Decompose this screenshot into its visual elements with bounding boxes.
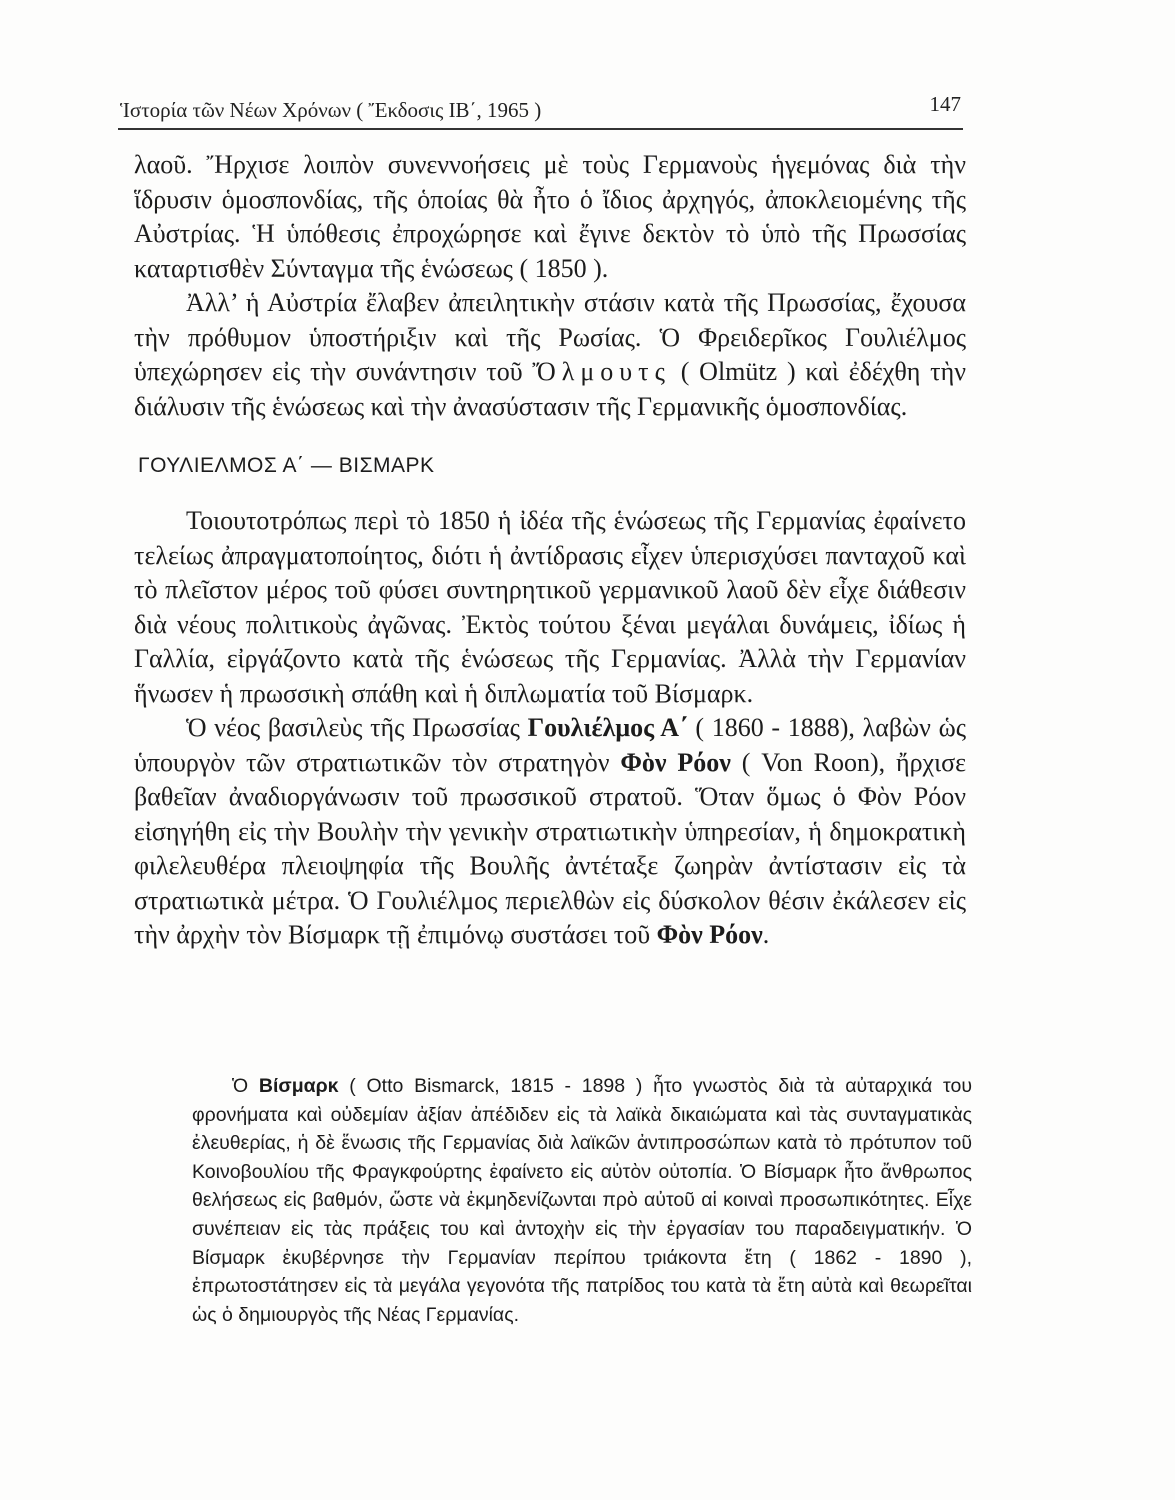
- paragraph-wilhelm-text-a: Ὁ νέος βασιλεὺς τῆς Πρωσσίας: [186, 713, 528, 742]
- note-text-b: ( Otto Bismarck, 1815 - 1898 ) ἦτο γνωστὸς διὰ τὰ αὐταρχικά του φρονήματα καὶ οὐδεμίαν ἀξίαν ἀπέδιδεν εἰς τὰ λαϊκὰ δικαιώματα καὶ τὰς συνταγματικὰς ἐλευθερίας, ἡ δὲ ἕνωσις τῆς Γερμανίας διὰ λαϊκῶν ἀντιπροσώπων κατὰ τὸ πρότυπον τοῦ Κοινοβουλίου τῆς Φραγκφούρτης ἐφαίνετο εἰς αὐτὸν οὐτοπία. Ὁ Βίσμαρκ ἦτο ἄνθρωπος θελήσεως εἰς βαθμόν, ὥστε νὰ ἐκμηδενίζωνται πρὸ αὐτοῦ αἱ κοιναὶ προσωπικότητες. Εἶχε συνέπειαν εἰς τὰς πράξεις του καὶ ἀντοχὴν εἰς τὴν ἐργασίαν του παραδειγματικήν. Ὁ Βίσμαρκ ἐκυβέρνησε τὴν Γερμανίαν περίπου τριάκοντα ἔτη ( 1862 - 1890 ), ἐπρωτοστάτησεν εἰς τὰ μεγάλα γεγονότα τῆς πατρίδος του κατὰ τὰ ἔτη αὐτὰ καὶ θεωρεῖται ὡς ὁ δημιουργὸς τῆς Νέας Γερμανίας.: [192, 1075, 972, 1326]
- name-von-roon: Φὸν Ρόον: [620, 747, 731, 777]
- note-paragraph: [192, 1072, 972, 1329]
- bismarck-note: [192, 1072, 972, 1329]
- paragraph-wilhelm-text-b: ( 1860 - 1888), λαβὼν ὡς ὑπουργὸν τῶν στρατιωτικῶν τὸν στρατηγὸν: [134, 713, 966, 777]
- note-name-bismarck: Βίσμαρκ: [258, 1075, 339, 1097]
- paragraph-wilhelm: [134, 711, 966, 953]
- section-heading: ΓΟΥΛΙΕΛΜΟΣ Α΄ — ΒΙΣΜΑΡΚ: [138, 454, 435, 477]
- paragraph-austria-text-a: Ἀλλ’ ἡ Αὐστρία ἔλαβεν ἀπειλητικὴν στάσιν κατὰ τῆς Πρωσσίας, ἔχουσα τὴν πρόθυμον ὑποστήριξιν καὶ τῆς Ρωσίας. Ὁ Φρειδερῖκος Γουλιέλμος ὑπεχώρησεν εἰς τὴν συνάντησιν τοῦ: [134, 288, 966, 386]
- page-number: 147: [929, 92, 961, 116]
- paragraph-austria-text-b: ( Olmütz ) καὶ ἐδέχθη τὴν διάλυσιν τῆς ἑνώσεως καὶ τὴν ἀνασύστασιν τῆς Γερμανικῆς ὁμοσπονδίας.: [134, 357, 966, 421]
- note-text-a: Ὁ: [232, 1075, 259, 1097]
- paragraph-wilhelm-text-d: .: [762, 920, 770, 949]
- paragraph-unification: Τοιουτοτρόπως περὶ τὸ 1850 ἡ ἰδέα τῆς ἑνώσεως τῆς Γερμανίας ἐφαίνετο τελείως ἀπραγματοποίητος, διότι ἡ ἀντίδρασις εἶχεν ὑπερισχύσει πανταχοῦ καὶ τὸ πλεῖστον μέρος τοῦ φύσει συντηρητικοῦ γερμανικοῦ λαοῦ δὲν εἶχε διάθεσιν διὰ νέους πολιτικοὺς ἀγῶνας. Ἐκτὸς τούτου ξέναι μεγάλαι δυνάμεις, ἰδίως ἡ Γαλλία, εἰργάζοντο κατὰ τῆς ἑνώσεως τῆς Γερμανίας. Ἀλλὰ τὴν Γερμανίαν ἥνωσεν ἡ πρωσσικὴ σπάθη καὶ ἡ διπλωματία τοῦ Βίσμαρκ.: [134, 506, 966, 708]
- name-von-roon-2: Φὸν Ρόον: [656, 920, 763, 949]
- place-olmutz: Ὄλμουτς: [532, 357, 671, 386]
- main-text: [134, 148, 966, 953]
- header-title: Ἱστορία τῶν Νέων Χρόνων ( Ἔκδοσις ΙΒ΄, 1965 ): [120, 98, 542, 122]
- name-wilhelm: Γουλιέλμος Α΄: [527, 713, 688, 742]
- paragraph-wilhelm-text-c: ( Von Roon), ἤρχισε βαθεῖαν ἀναδιοργάνωσιν τοῦ πρωσσικοῦ στρατοῦ. Ὅταν ὅμως ὁ Φὸν Ρόον εἰσηγήθη εἰς τὴν Βουλὴν τὴν γενικὴν στρατιωτικὴν ὑπηρεσίαν, ἡ δημοκρατικὴ φιλελευθέρα πλειοψηφία τῆς Βουλῆς ἀντέταξε ζωηρὰν ἀντίστασιν εἰς τὰ στρατιωτικὰ μέτρα. Ὁ Γουλιέλμος περιελθὼν εἰς δύσκολον θέσιν ἐκάλεσεν εἰς τὴν ἀρχὴν τὸν Βίσμαρκ τῇ ἐπιμόνῳ συστάσει τοῦ: [134, 747, 967, 949]
- paragraph-continuation: λαοῦ. Ἤρχισε λοιπὸν συνεννοήσεις μὲ τοὺς Γερμανοὺς ἡγεμόνας διὰ τὴν ἵδρυσιν ὁμοσπονδίας, τῆς ὁποίας θὰ ἦτο ὁ ἴδιος ἀρχηγός, ἀποκλειομένης τῆς Αὐστρίας. Ἡ ὑπόθεσις ἐπροχώρησε καὶ ἔγινε δεκτὸν τὸ ὑπὸ τῆς Πρωσσίας καταρτισθὲν Σύνταγμα τῆς ἑνώσεως ( 1850 ).: [134, 150, 966, 283]
- running-header: [118, 92, 963, 130]
- paragraph-austria: [134, 286, 966, 424]
